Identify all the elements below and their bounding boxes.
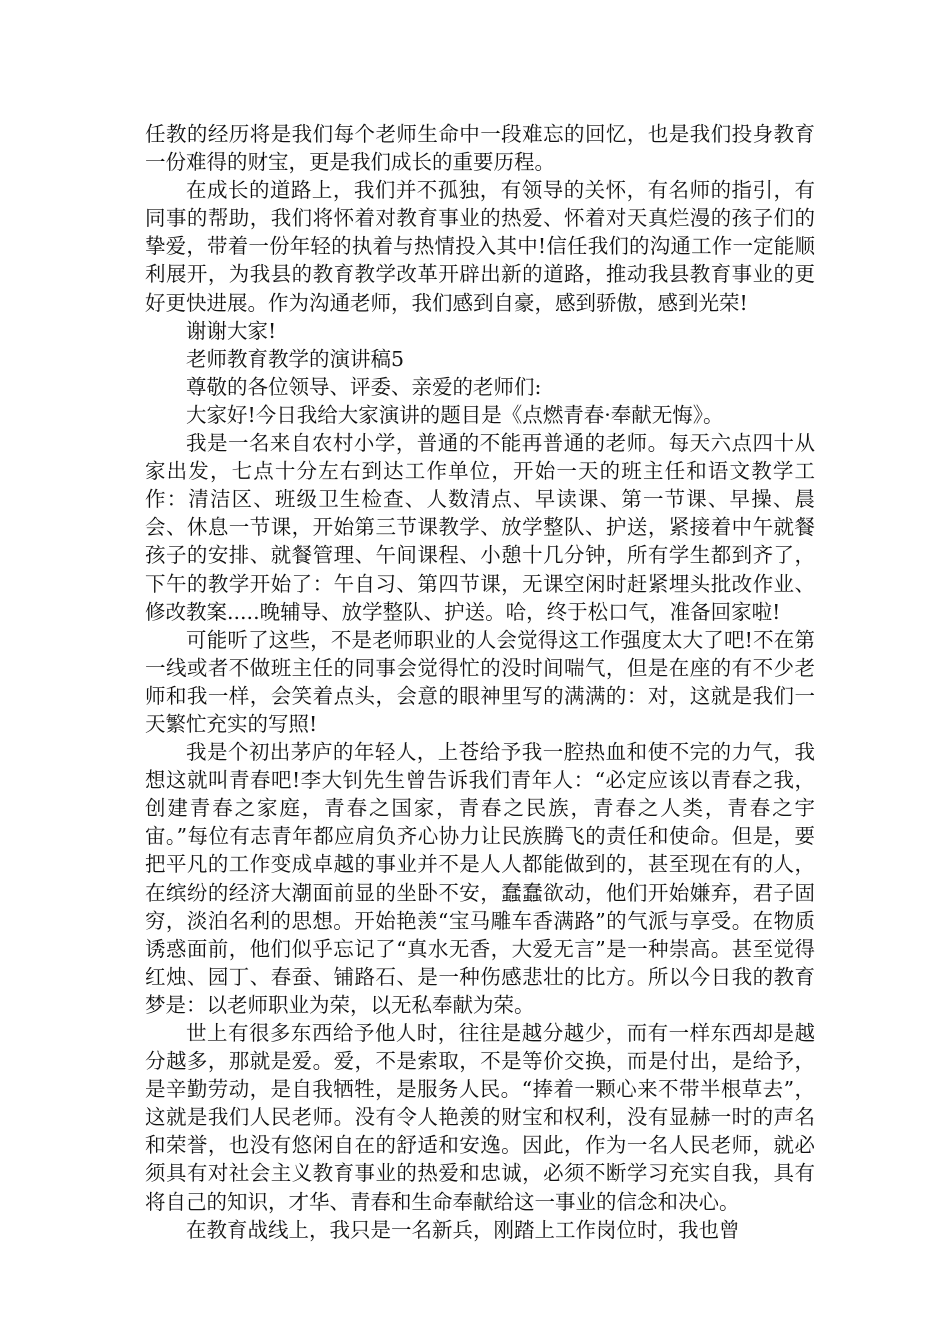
document-page	[145, 120, 815, 1244]
closing-thanks: 谢谢大家!	[186, 318, 277, 343]
salutation: 尊敬的各位领导、评委、亲爱的老师们:	[186, 374, 542, 399]
paragraph-daily-routine: 我是一名来自农村小学，普通的不能再普通的老师。每天六点四十从家出发，七点十分左右到达工作单位，开始一天的班主任和语文教学工作：清洁区、班级卫生检查、人数清点、早读课、第一节课、早操、晨会、休息一节课，开始第三节课教学、放学整队、护送，紧接着中午就餐孩子的安排、就餐管理、午间课程、小憩十几分钟，所有学生都到齐了，下午的教学开始了：午自习、第四节课，无课空闲时赶紧埋头批改作业、修改教案.....晚辅导、放学整队、护送。哈，终于松口气，准备回家啦!	[145, 431, 815, 624]
speech-title: 老师教育教学的演讲稿5	[186, 346, 405, 371]
paragraph-last: 在教育战线上，我只是一名新兵，刚踏上工作岗位时，我也曾	[186, 1217, 740, 1242]
paragraph-love: 世上有很多东西给予他人时，往往是越分越少，而有一样东西却是越分越多，那就是爱。爱，不是索取，不是等价交换，而是付出，是给予，是辛勤劳动，是自我牺牲，是服务人民。“捧着一颗心来不带半根草去”，这就是我们人民老师。没有令人艳羡的财宝和权利，没有显赫一时的声名和荣誉，也没有悠闲自在的舒适和安逸。因此，作为一名人民老师，就必须具有对社会主义教育事业的热爱和忠诚，必须不断学习充实自我，具有将自己的知识，才华、青春和生命奉献给这一事业的信念和决心。	[145, 1021, 815, 1214]
paragraph-1: 任教的经历将是我们每个老师生命中一段难忘的回忆，也是我们投身教育一份难得的财宝，更是我们成长的重要历程。	[145, 122, 815, 175]
paragraph-2: 在成长的道路上，我们并不孤独，有领导的关怀，有名师的指引，有同事的帮助，我们将怀着对教育事业的热爱、怀着对天真烂漫的孩子们的挚爱，带着一份年轻的执着与热情投入其中!信任我们的沟通工作一定能顺利展开，为我县的教育教学改革开辟出新的道路，推动我县教育事业的更好更快进展。作为沟通老师，我们感到自豪，感到骄傲，感到光荣!	[145, 178, 815, 315]
paragraph-greeting: 大家好!今日我给大家演讲的题目是《点燃青春·奉献无悔》。	[186, 402, 724, 427]
paragraph-busy-work: 可能听了这些，不是老师职业的人会觉得这工作强度太大了吧!不在第一线或者不做班主任的同事会觉得忙的没时间喘气，但是在座的有不少老师和我一样，会笑着点头，会意的眼神里写的满满的：对，这就是我们一天繁忙充实的写照!	[145, 627, 815, 736]
paragraph-youth: 我是个初出茅庐的年轻人，上苍给予我一腔热血和使不完的力气，我想这就叫青春吧!李大钊先生曾告诉我们青年人：“必定应该以青春之我，创建青春之家庭，青春之国家，青春之民族，青春之人类，青春之宇宙。”每位有志青年都应肩负齐心协力让民族腾飞的责任和使命。但是，要把平凡的工作变成卓越的事业并不是人人都能做到的，甚至现在有的人，在缤纷的经济大潮面前显的坐卧不安，蠢蠢欲动，他们开始嫌弃，君子固穷，淡泊名利的思想。开始艳羡“宝马雕车香满路”的气派与享受。在物质诱惑面前，他们似乎忘记了“真水无香，大爱无言”是一种崇高。甚至觉得红烛、园丁、春蚕、铺路石、是一种伤感悲壮的比方。所以今日我的教育梦是：以老师职业为荣，以无私奉献为荣。	[145, 740, 815, 1017]
